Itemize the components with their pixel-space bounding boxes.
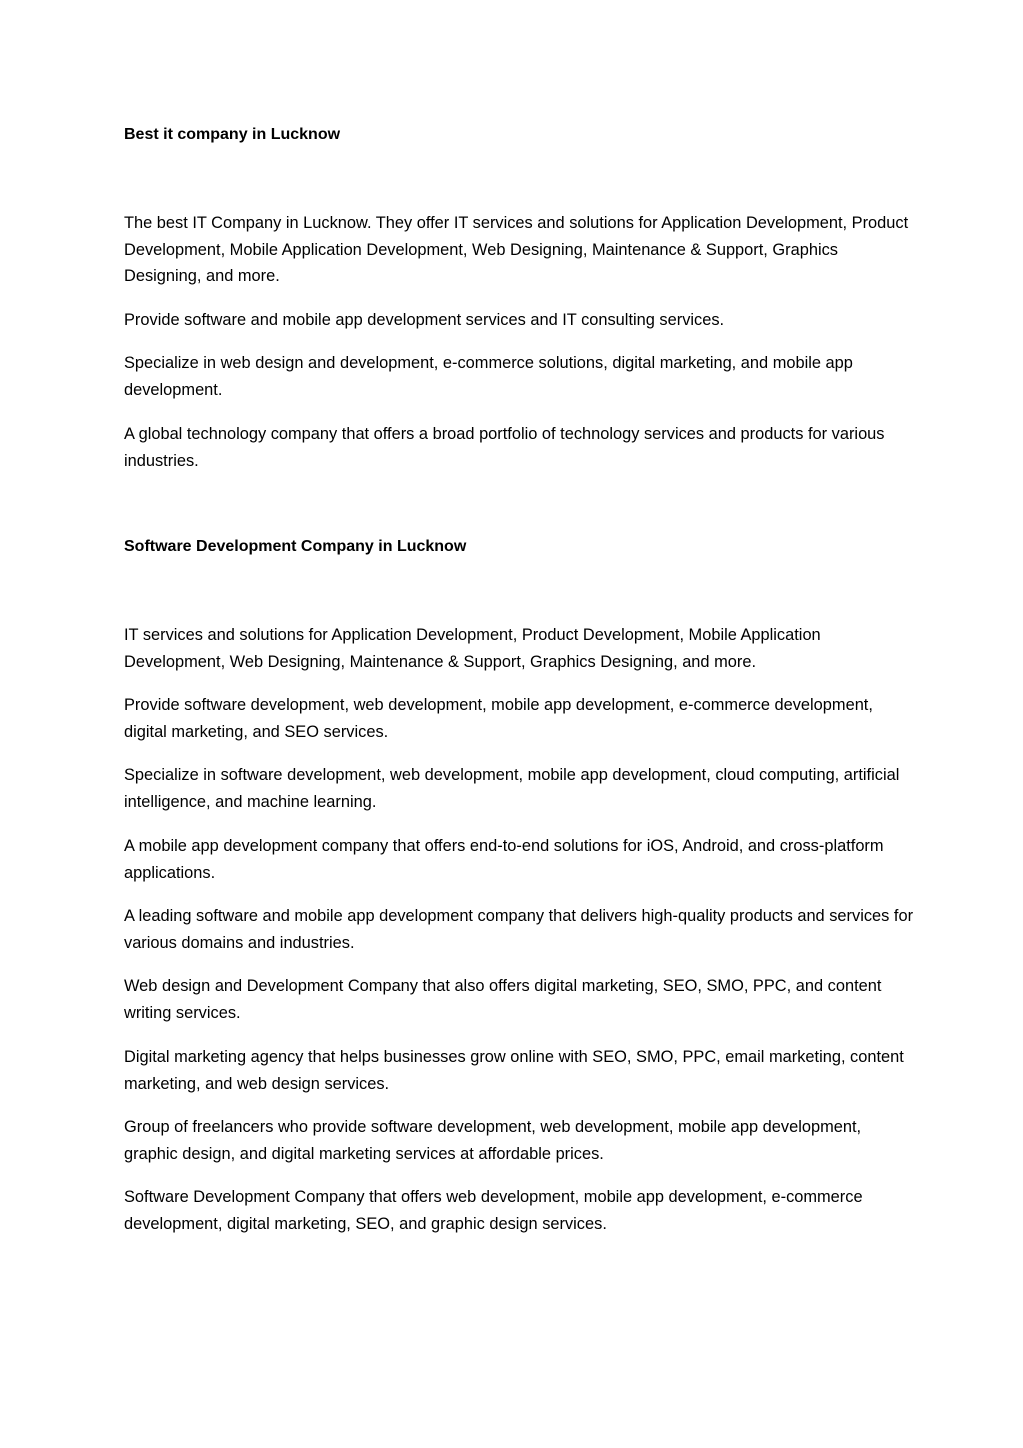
paragraph: A leading software and mobile app development company that delivers high-quality products and services for various domains and industries.: [124, 907, 914, 952]
section-heading-best-it-company: Best it company in Lucknow: [124, 126, 341, 143]
paragraph: Provide software and mobile app development services and IT consulting services.: [124, 311, 725, 329]
paragraph: Web design and Development Company that also offers digital marketing, SEO, SMO, PPC, and content writing services.: [124, 977, 882, 1022]
section-heading-software-development: Software Development Company in Lucknow: [124, 538, 467, 555]
paragraph: Specialize in software development, web development, mobile app development, cloud computing, artificial intelligence, and machine learning.: [124, 766, 900, 811]
paragraph: IT services and solutions for Application Development, Product Development, Mobile Application Development, Web Designing, Maintenance & Support, Graphics Designing, and more.: [124, 626, 821, 671]
paragraph: Specialize in web design and development, e-commerce solutions, digital marketing, and mobile app development.: [124, 354, 853, 399]
paragraph: A global technology company that offers a broad portfolio of technology services and products for various industries.: [124, 425, 885, 470]
paragraph: Digital marketing agency that helps businesses grow online with SEO, SMO, PPC, email marketing, content marketing, and web design services.: [124, 1048, 904, 1093]
paragraph: Software Development Company that offers web development, mobile app development, e-commerce development, digital marketing, SEO, and graphic design services.: [124, 1188, 863, 1233]
paragraph: The best IT Company in Lucknow. They offer IT services and solutions for Application Development, Product Development, Mobile Application Development, Web Designing, Maintenance & Support, Graphics Designing, and more.: [124, 214, 909, 285]
paragraph: Group of freelancers who provide software development, web development, mobile app development, graphic design, and digital marketing services at affordable prices.: [124, 1118, 862, 1163]
paragraph: Provide software development, web development, mobile app development, e-commerce development, digital marketing, and SEO services.: [124, 696, 873, 741]
paragraph: A mobile app development company that offers end-to-end solutions for iOS, Android, and cross-platform applications.: [124, 837, 884, 882]
